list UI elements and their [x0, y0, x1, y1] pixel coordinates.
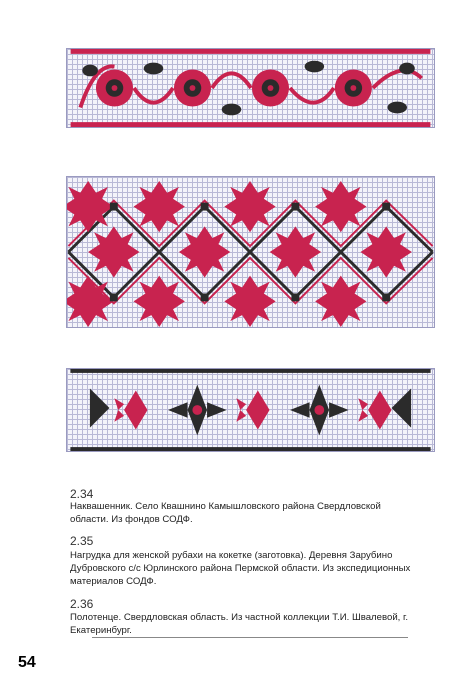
- embroidery-pattern-2-34: [66, 48, 435, 128]
- figure-caption: Полотенце. Свердловская область. Из частной коллекции Т.И. Швалевой, г. Екатеринбург.: [70, 612, 408, 636]
- flower-rosette-4: [335, 69, 372, 106]
- towel-border-motif: [67, 369, 434, 451]
- flower-rosette-1: [96, 69, 133, 106]
- figure-number: 2.35: [70, 534, 94, 548]
- divider: [92, 637, 408, 638]
- flower-rosette-3: [252, 69, 289, 106]
- lattice-star-motif: [67, 177, 434, 327]
- figure-number: 2.34: [70, 487, 94, 501]
- figure-number: 2.36: [70, 597, 94, 611]
- flower-scroll-motif: [67, 49, 434, 127]
- figure-caption: Наквашенник. Село Квашнино Камышловского района Свердловской области. Из фондов СОДФ.: [70, 501, 381, 525]
- embroidery-pattern-2-36: [66, 368, 435, 452]
- embroidery-pattern-2-35: [66, 176, 435, 328]
- page-number: 54: [18, 654, 36, 671]
- figure-caption: Нагрудка для женской рубахи на кокетке (заготовка). Деревня Зарубино Дубровского с/с Юрлинского района Пермской области. Из экспедиционных материалов СОДФ.: [70, 550, 411, 587]
- flower-rosette-2: [174, 69, 211, 106]
